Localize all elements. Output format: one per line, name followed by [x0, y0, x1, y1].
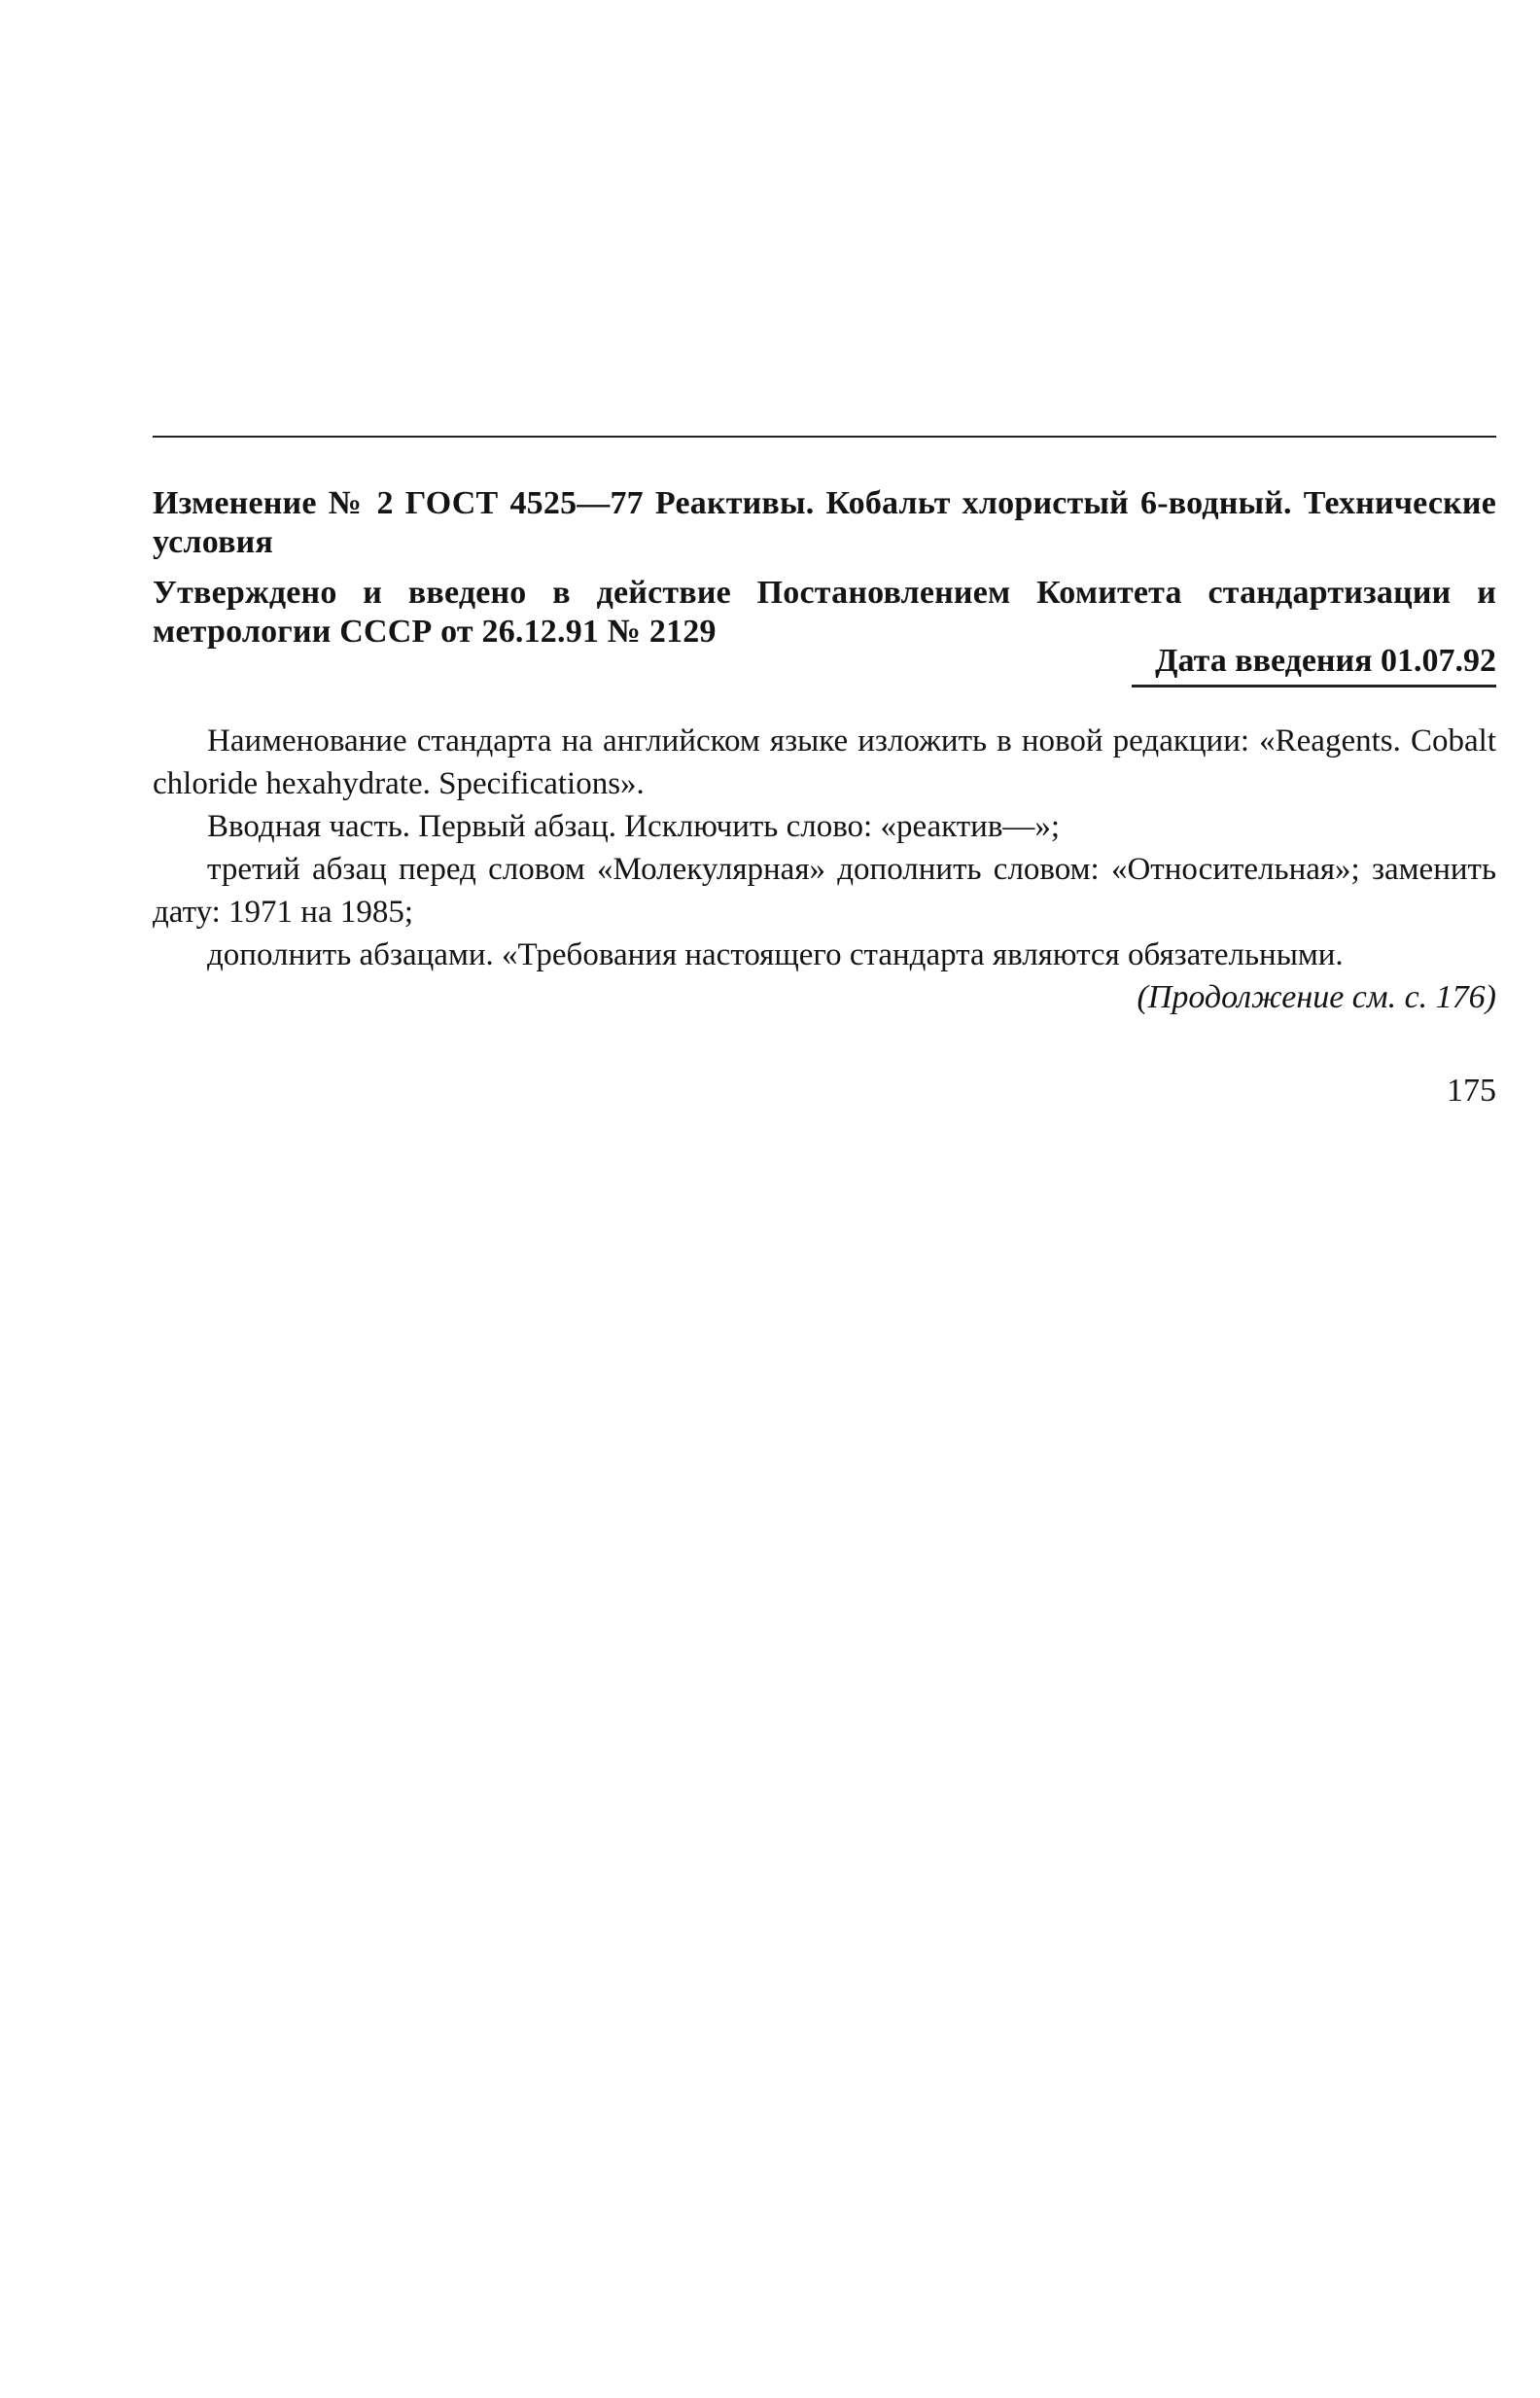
page-number: 175 [1447, 1073, 1496, 1109]
paragraph-intro-third: третий абзац перед словом «Молекулярная» дополнить словом: «Относительная»; заменить дату: 1971 на 1985; [153, 852, 1496, 930]
paragraph-intro-add: дополнить абзацами. «Требования настоящего стандарта являются обязательными. [207, 937, 1344, 972]
amendment-body [153, 720, 1496, 976]
document-page [153, 0, 1496, 2398]
amendment-title: Изменение № 2 ГОСТ 4525—77 Реактивы. Кобальт хлористый 6-водный. Технические условия [153, 485, 1496, 560]
effective-date-underline [1132, 685, 1496, 688]
top-divider [153, 436, 1496, 438]
approval-statement: Утверждено и введено в действие Постановлением Комитета стандартизации и метрологии СССР от 26.12.91 № 2129 [153, 575, 1496, 650]
paragraph-name-change: Наименование стандарта на английском языке изложить в новой редакции: «Reagents. Cobalt chloride hexahydrate. Specifications». [153, 723, 1496, 801]
effective-date: Дата введения 01.07.92 [1155, 643, 1496, 679]
paragraph-intro-first: Вводная часть. Первый абзац. Исключить слово: «реактив—»; [207, 809, 1061, 844]
continuation-note: (Продолжение см. с. 176) [1137, 979, 1496, 1015]
